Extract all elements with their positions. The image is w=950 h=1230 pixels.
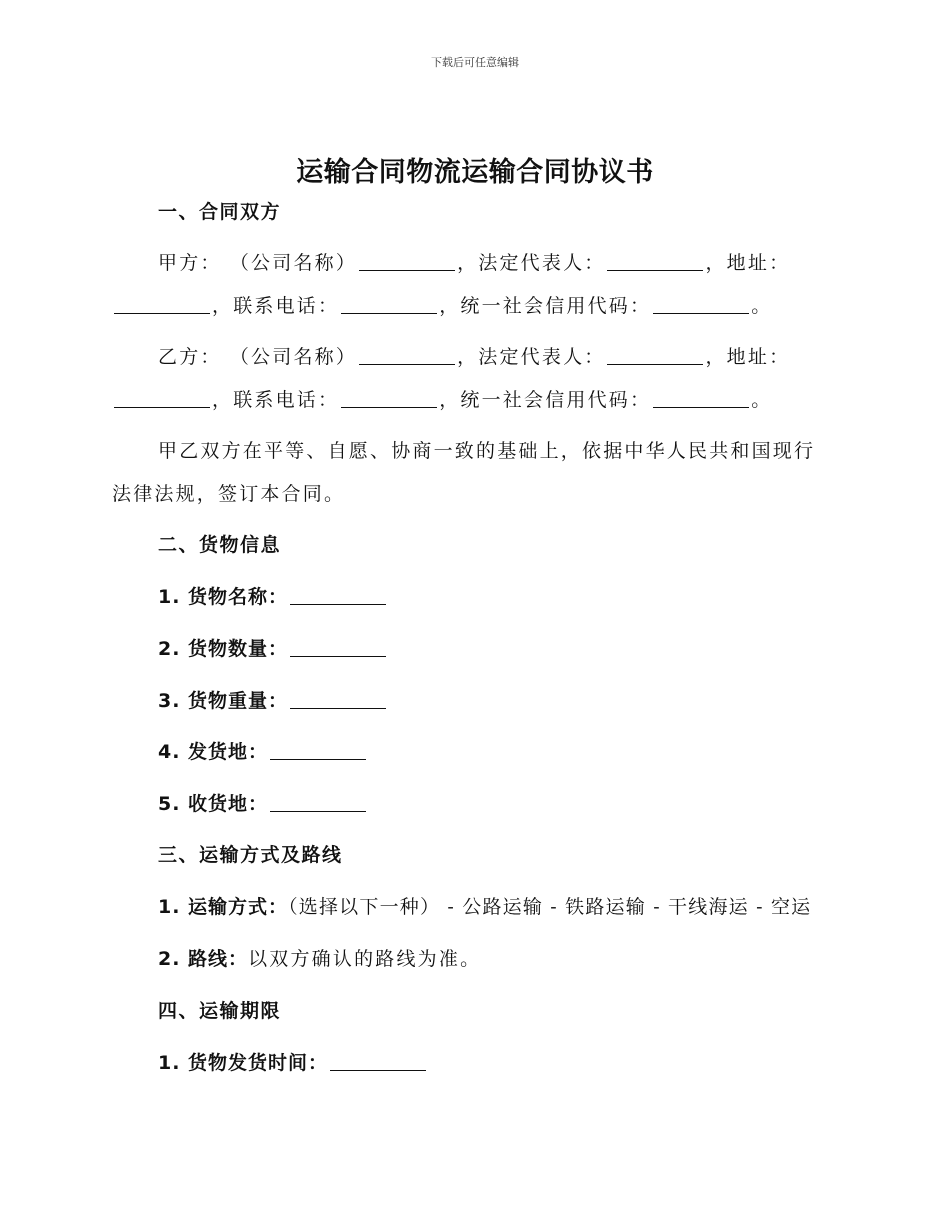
party-a-phone-label: ，联系电话： [212, 295, 340, 317]
transport-method-line [158, 894, 811, 920]
goods-item-quantity [158, 636, 388, 662]
preamble-line-1: 甲乙双方在平等、自愿、协商一致的基础上，依据中华人民共和国现行 [158, 440, 816, 462]
preamble-line-2: 法律法规，签订本合同。 [112, 483, 346, 505]
party-a-credit-blank[interactable] [653, 295, 749, 314]
ship-time-line [158, 1050, 428, 1076]
party-b-credit-label: ，统一社会信用代码： [439, 389, 652, 411]
ship-time-label: 1. 货物发货时间： [158, 1052, 329, 1074]
party-b-line-1 [158, 344, 790, 370]
goods-item-origin [158, 739, 368, 765]
party-a-line-1 [158, 250, 790, 276]
goods-item-label: 5. 收货地： [158, 793, 269, 815]
party-b-end: 。 [751, 389, 773, 411]
party-a-phone-blank[interactable] [341, 295, 437, 314]
party-b-addr-blank[interactable] [114, 389, 210, 408]
party-b-credit-blank[interactable] [653, 389, 749, 408]
party-b-rep-label: ，法定代表人： [457, 346, 606, 368]
goods-item-label: 4. 发货地： [158, 741, 269, 763]
party-a-company-blank[interactable] [359, 252, 455, 271]
section-heading-parties: 一、合同双方 [158, 201, 282, 223]
section-heading-transport: 三、运输方式及路线 [158, 844, 343, 866]
goods-origin-blank[interactable] [270, 741, 366, 760]
party-a-end: 。 [751, 295, 773, 317]
route-text: 以双方确认的路线为准。 [248, 948, 482, 970]
party-a-line-2 [112, 293, 772, 319]
section-heading-period: 四、运输期限 [158, 1000, 282, 1022]
goods-item-destination [158, 791, 368, 817]
party-a-addr-label: ，地址： [705, 252, 791, 274]
party-a-addr-blank[interactable] [114, 295, 210, 314]
party-b-phone-blank[interactable] [341, 389, 437, 408]
goods-item-name [158, 584, 388, 610]
party-a-rep-blank[interactable] [607, 252, 703, 271]
party-a-label: 甲方： [158, 252, 222, 274]
goods-item-label: 2. 货物数量： [158, 638, 289, 660]
transport-method-label: 1. 运输方式： [158, 896, 289, 918]
goods-item-label: 3. 货物重量： [158, 690, 289, 712]
goods-item-label: 1. 货物名称： [158, 586, 289, 608]
party-b-addr-label: ，地址： [705, 346, 791, 368]
party-b-label: 乙方： [158, 346, 222, 368]
route-label: 2. 路线： [158, 948, 249, 970]
route-line [158, 946, 481, 972]
party-a-credit-label: ，统一社会信用代码： [439, 295, 652, 317]
party-a-company-label: （公司名称） [229, 252, 358, 274]
transport-method-options: （选择以下一种） - 公路运输 - 铁路运输 - 干线海运 - 空运 [288, 896, 812, 918]
goods-destination-blank[interactable] [270, 793, 366, 812]
goods-weight-blank[interactable] [290, 690, 386, 709]
party-b-rep-blank[interactable] [607, 346, 703, 365]
goods-item-weight [158, 688, 388, 714]
ship-time-blank[interactable] [330, 1052, 426, 1071]
page-title: 运输合同物流运输合同协议书 [296, 157, 654, 188]
party-b-company-label: （公司名称） [229, 346, 358, 368]
goods-quantity-blank[interactable] [290, 638, 386, 657]
goods-name-blank[interactable] [290, 586, 386, 605]
party-b-phone-label: ，联系电话： [212, 389, 340, 411]
party-a-rep-label: ，法定代表人： [457, 252, 606, 274]
header-note: 下载后可任意编辑 [431, 56, 519, 69]
party-b-company-blank[interactable] [359, 346, 455, 365]
party-b-line-2 [112, 387, 772, 413]
section-heading-goods: 二、货物信息 [158, 534, 282, 556]
